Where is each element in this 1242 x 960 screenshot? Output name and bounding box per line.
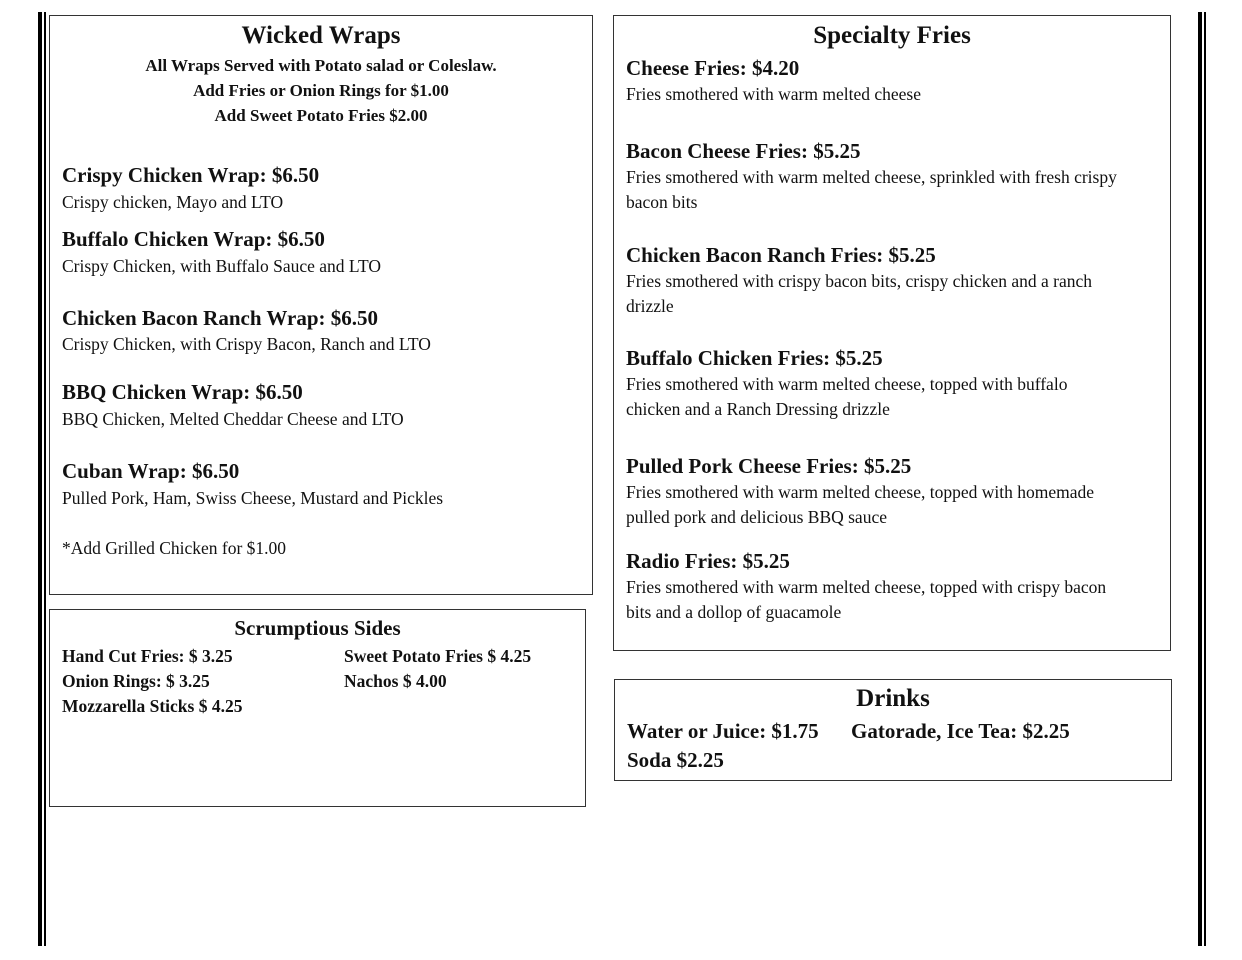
fries-item-name: Radio Fries: $5.25	[626, 549, 790, 573]
side-item: Hand Cut Fries: $ 3.25	[62, 646, 233, 666]
fries-item-name: Chicken Bacon Ranch Fries: $5.25	[626, 243, 936, 267]
fries-item-desc: bacon bits	[626, 192, 698, 212]
wrap-item-desc: Crispy Chicken, with Buffalo Sauce and LTO	[62, 256, 382, 276]
fries-item-desc: pulled pork and delicious BBQ sauce	[626, 507, 887, 527]
drink-item: Water or Juice: $1.75	[627, 719, 819, 743]
side-item: Mozzarella Sticks $ 4.25	[62, 696, 243, 716]
wraps-note: Add Fries or Onion Rings for $1.00	[193, 81, 449, 100]
wrap-item-name: Buffalo Chicken Wrap: $6.50	[62, 227, 325, 251]
fries-item-desc: Fries smothered with warm melted cheese, topped with homemade	[626, 482, 1094, 502]
side-item: Sweet Potato Fries $ 4.25	[344, 646, 532, 666]
left-border-rule-thin	[44, 12, 46, 946]
wrap-item-desc: BBQ Chicken, Melted Cheddar Cheese and LTO	[62, 409, 404, 429]
wrap-item-desc: Pulled Pork, Ham, Swiss Cheese, Mustard and Pickles	[62, 488, 444, 508]
wrap-item-desc: Crispy chicken, Mayo and LTO	[62, 192, 284, 212]
wrap-item-name: BBQ Chicken Wrap: $6.50	[62, 380, 303, 404]
fries-item-name: Bacon Cheese Fries: $5.25	[626, 139, 861, 163]
wraps-note: All Wraps Served with Potato salad or Coleslaw.	[145, 56, 497, 75]
fries-item-desc: chicken and a Ranch Dressing drizzle	[626, 399, 890, 419]
sides-section	[49, 609, 586, 807]
drink-item: Soda $2.25	[627, 748, 724, 772]
left-border-rule	[38, 12, 42, 946]
specialty-fries-section	[613, 15, 1171, 651]
fries-item-desc: drizzle	[626, 296, 674, 316]
sides-title: Scrumptious Sides	[234, 616, 401, 640]
right-border-rule-thin	[1204, 12, 1206, 946]
drinks-title: Drinks	[856, 685, 930, 712]
wrap-item-name: Chicken Bacon Ranch Wrap: $6.50	[62, 306, 379, 330]
fries-item-name: Buffalo Chicken Fries: $5.25	[626, 346, 883, 370]
wraps-section	[49, 15, 593, 595]
side-item: Onion Rings: $ 3.25	[62, 671, 210, 691]
wrap-addon-note: *Add Grilled Chicken for $1.00	[62, 538, 287, 558]
wrap-item-name: Cuban Wrap: $6.50	[62, 459, 240, 483]
right-border-rule	[1198, 12, 1202, 946]
fries-item-desc: Fries smothered with crispy bacon bits, crispy chicken and a ranch	[626, 271, 1093, 291]
drinks-section	[614, 679, 1172, 781]
fries-item-desc: bits and a dollop of guacamole	[626, 602, 842, 622]
fries-item-desc: Fries smothered with warm melted cheese, topped with buffalo	[626, 374, 1068, 394]
side-item: Nachos $ 4.00	[344, 671, 447, 691]
fries-item-desc: Fries smothered with warm melted cheese, topped with crispy bacon	[626, 577, 1107, 597]
fries-item-desc: Fries smothered with warm melted cheese, sprinkled with fresh crispy	[626, 167, 1117, 187]
fries-item-name: Cheese Fries: $4.20	[626, 56, 800, 80]
drink-item: Gatorade, Ice Tea: $2.25	[851, 719, 1070, 743]
wraps-title: Wicked Wraps	[241, 22, 401, 49]
fries-item-desc: Fries smothered with warm melted cheese	[626, 84, 921, 104]
fries-item-name: Pulled Pork Cheese Fries: $5.25	[626, 454, 912, 478]
fries-title: Specialty Fries	[813, 22, 971, 49]
wraps-note: Add Sweet Potato Fries $2.00	[214, 106, 428, 125]
wrap-item-name: Crispy Chicken Wrap: $6.50	[62, 163, 320, 187]
wrap-item-desc: Crispy Chicken, with Crispy Bacon, Ranch and LTO	[62, 334, 431, 354]
